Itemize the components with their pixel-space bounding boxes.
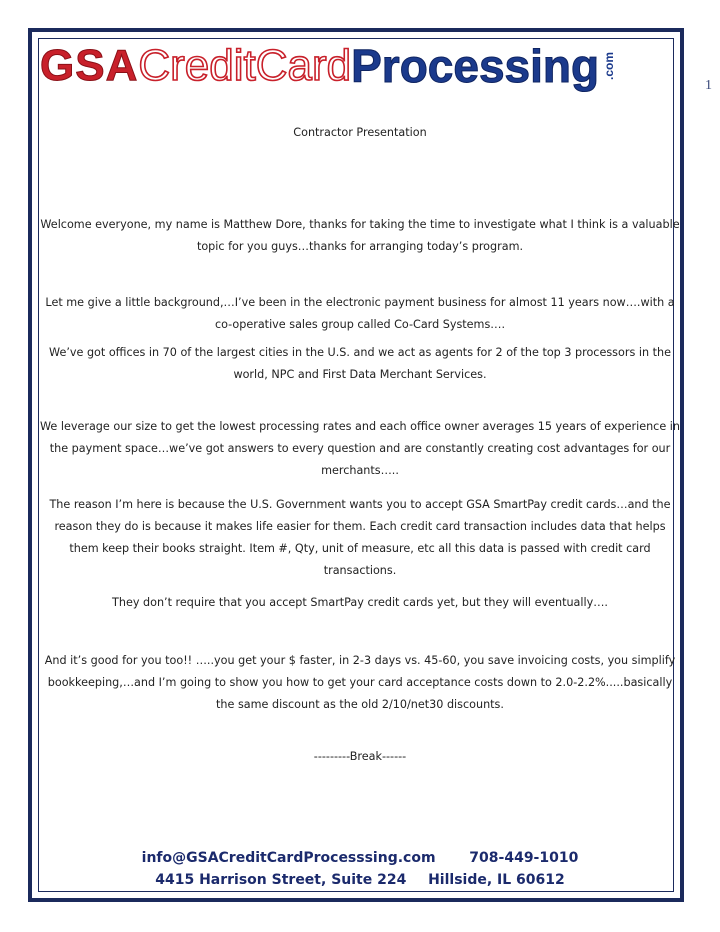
company-logo (40, 38, 680, 94)
paragraph-benefits: And it’s good for you too!! …..you get your $ faster, in 2-3 days vs. 45-60, you save invoicing costs, you simplify bookkeeping,…and I’m going to show you how to get your card acceptance costs down to 2.0-2.2%.....basically the same discount as the old 2/10/net30 discounts. (44, 654, 676, 711)
footer-email: info@GSACreditCardProcesssing.com (141, 850, 436, 866)
break-marker: ---------Break------ (313, 750, 407, 763)
paragraph-reason: The reason I’m here is because the U.S. Government wants you to accept GSA SmartPay credit cards…and the reason they do is because it makes life easier for them. Each credit card transaction includes data that helps them keep their books straight. Item #, Qty, unit of measure, etc all this data is passed with credit card transactions. (49, 498, 671, 577)
paragraph-leverage: We leverage our size to get the lowest processing rates and each office owner averages 15 years of experience in the payment space…we’ve got answers to every question and are constantly creating cost advantages for our merchants….. (40, 420, 680, 477)
logo-com-text: .com (602, 51, 617, 81)
logo-processing-text: Processing (351, 40, 600, 92)
footer-phone: 708-449-1010 (469, 850, 579, 866)
paragraph-requirement: They don’t require that you accept SmartPay credit cards yet, but they will eventually…. (112, 596, 608, 609)
page-number: 1 (705, 78, 712, 93)
footer-contact-line (40, 850, 680, 866)
logo-gsa-text: GSA (40, 41, 139, 90)
footer-address: 4415 Harrison Street, Suite 224 (155, 872, 407, 888)
footer-address-line (40, 872, 680, 888)
logo-credit-card-text: CreditCard (138, 41, 352, 90)
paragraph-welcome: Welcome everyone, my name is Matthew Dore, thanks for taking the time to investigate what I think is a valuable topic for you guys…thanks for arranging today’s program. (40, 218, 680, 253)
footer-city: Hillside, IL 60612 (428, 872, 565, 888)
paragraph-offices: We’ve got offices in 70 of the largest cities in the U.S. and we act as agents for 2 of the top 3 processors in the world, NPC and First Data Merchant Services. (49, 346, 671, 381)
paragraph-background: Let me give a little background,…I’ve been in the electronic payment business for almost 11 years now….with a co-operative sales group called Co-Card Systems…. (45, 296, 675, 331)
document-title: Contractor Presentation (293, 126, 427, 139)
